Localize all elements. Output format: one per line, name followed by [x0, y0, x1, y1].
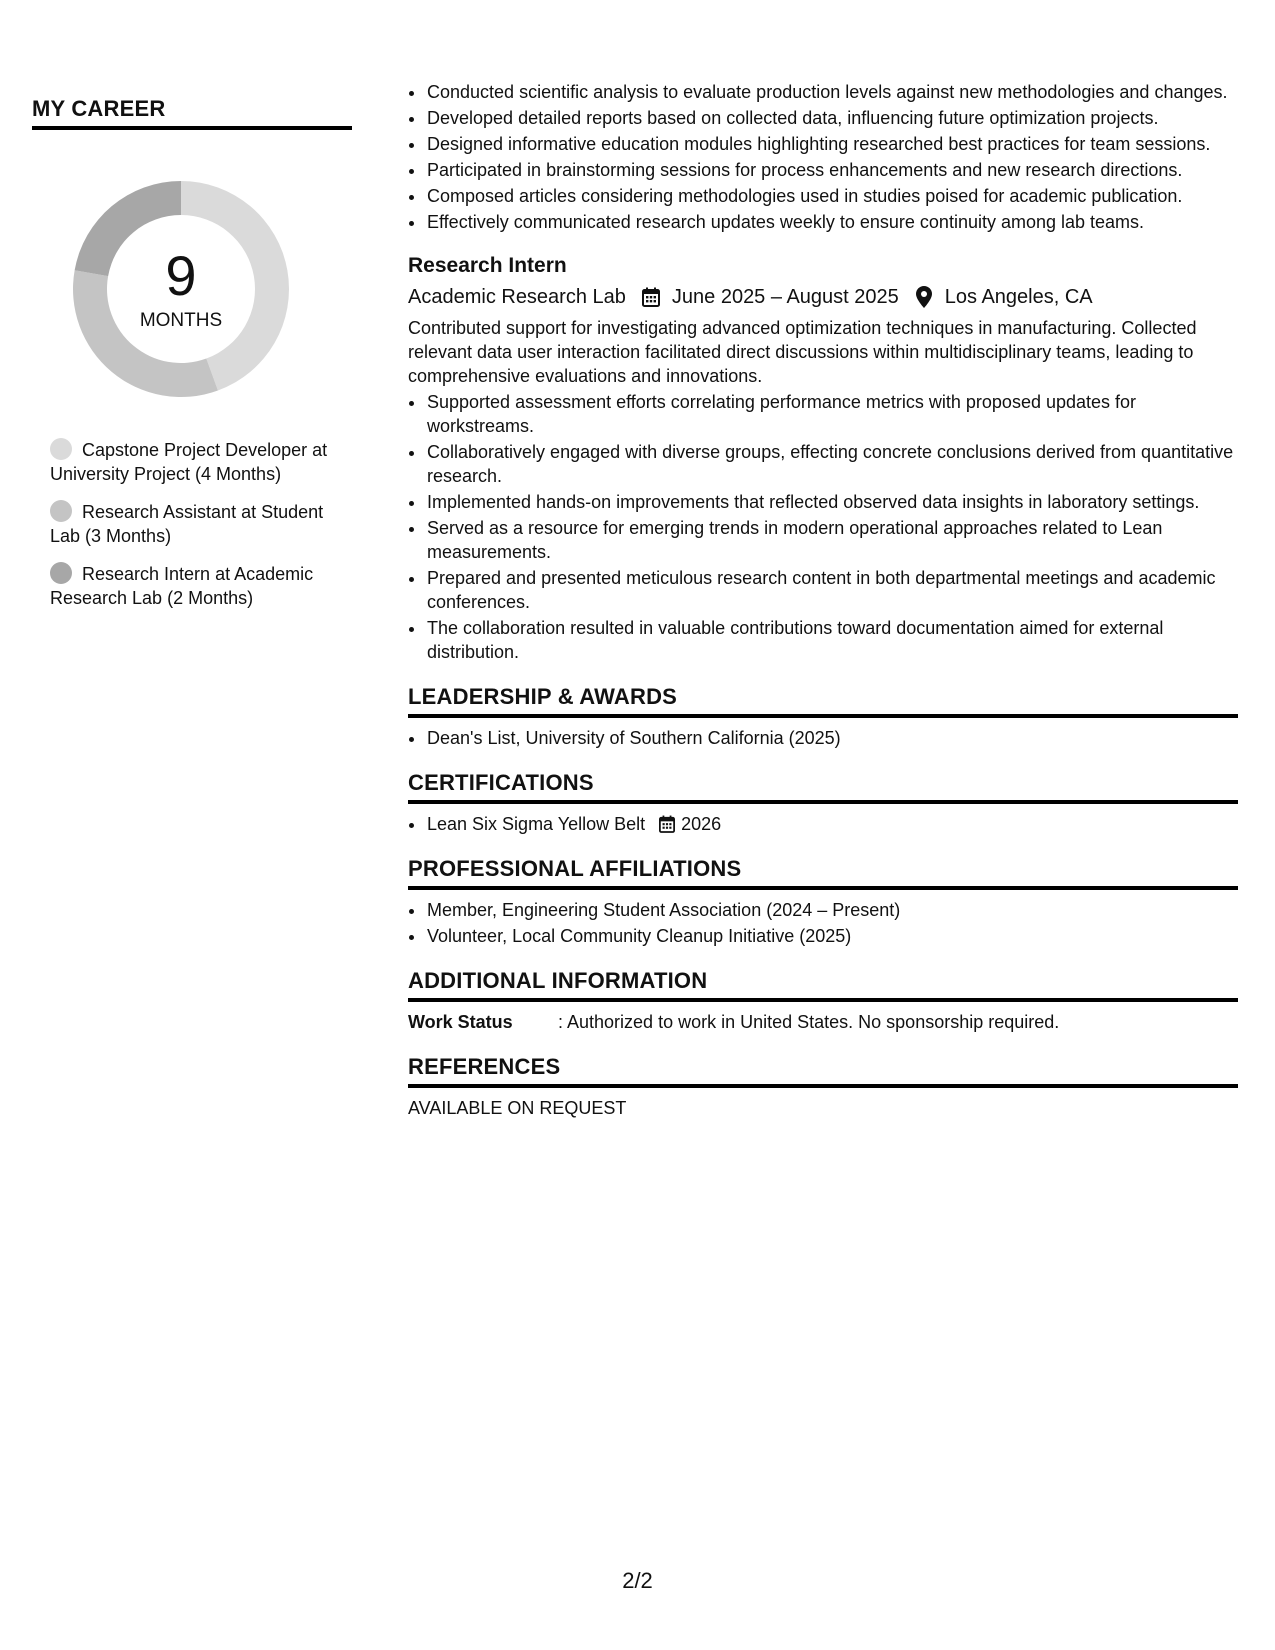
list-item: • Effectively communicated research updates weekly to ensure continuity among lab teams.	[426, 210, 1238, 234]
list-item: • Conducted scientific analysis to evaluate production levels against new methodologies and changes.	[426, 80, 1238, 104]
list-item: • Volunteer, Local Community Cleanup Initiative (2025)	[426, 924, 1238, 948]
additional-info-heading: ADDITIONAL INFORMATION	[408, 968, 1238, 1002]
leadership-list	[408, 726, 1238, 750]
references-text: AVAILABLE ON REQUEST	[408, 1098, 627, 1118]
legend-item	[50, 438, 352, 486]
job-dates: June 2025 – August 2025	[671, 286, 899, 308]
legend-swatch	[50, 500, 72, 522]
list-item: • Implemented hands-on improvements that reflected observed data insights in laboratory settings.	[426, 490, 1238, 514]
career-legend	[50, 438, 352, 610]
job-location: Los Angeles, CA	[944, 286, 1093, 308]
list-item: • Served as a resource for emerging trends in modern operational approaches related to Lean measurements.	[426, 516, 1238, 564]
job-bullets	[408, 390, 1238, 664]
job-title: Research Intern	[408, 254, 567, 277]
total-months-label: MONTHS	[139, 310, 223, 331]
list-item: • Designed informative education modules highlighting researched best practices for team sessions.	[426, 132, 1238, 156]
legend-swatch	[50, 438, 72, 460]
work-status-row	[408, 1010, 1238, 1034]
legend-label: Research Intern at Academic Research Lab (2 Months)	[50, 564, 314, 608]
legend-item	[50, 500, 352, 548]
calendar-icon	[640, 286, 662, 308]
page-number: 2/2	[622, 1568, 653, 1593]
certification-line	[427, 812, 721, 836]
legend-label: Capstone Project Developer at University Project (4 Months)	[50, 440, 328, 484]
work-status-value: : Authorized to work in United States. No sponsorship required.	[558, 1012, 1060, 1032]
work-status-label: Work Status	[408, 1012, 513, 1032]
career-heading: MY CAREER	[32, 96, 352, 130]
legend-swatch	[50, 562, 72, 584]
certifications-list	[408, 812, 1238, 836]
list-item: • Collaboratively engaged with diverse groups, effecting concrete conclusions derived from quantitative research.	[426, 440, 1238, 488]
legend-item	[50, 562, 352, 610]
total-months-number: 9	[165, 244, 197, 307]
list-item: • Developed detailed reports based on collected data, influencing future optimization projects.	[426, 106, 1238, 130]
map-pin-icon	[913, 286, 935, 308]
donut-center	[66, 174, 296, 404]
job-meta	[408, 282, 1238, 312]
main-content	[408, 80, 1238, 1120]
list-item: • Member, Engineering Student Association (2024 – Present)	[426, 898, 1238, 922]
list-item: • Composed articles considering methodologies used in studies poised for academic publication.	[426, 184, 1238, 208]
list-item: • Prepared and presented meticulous research content in both departmental meetings and academic conferences.	[426, 566, 1238, 614]
list-item: • Dean's List, University of Southern California (2025)	[426, 726, 1238, 750]
list-item: • The collaboration resulted in valuable contributions toward documentation aimed for external distribution.	[426, 616, 1238, 664]
career-donut-chart	[66, 174, 296, 404]
certifications-heading: CERTIFICATIONS	[408, 770, 1238, 804]
job-description: Contributed support for investigating advanced optimization techniques in manufacturing. Collected relevant data user interaction facilitated direct discussions within multidisciplinary teams, leading to comprehensive evaluations and innovations.	[408, 318, 1197, 386]
references-heading: REFERENCES	[408, 1054, 1238, 1088]
affiliations-list	[408, 898, 1238, 948]
calendar-icon	[659, 815, 677, 833]
certification-year: 2026	[681, 814, 722, 834]
list-item	[426, 812, 1238, 836]
list-item: • Supported assessment efforts correlating performance metrics with proposed updates for workstreams.	[426, 390, 1238, 438]
previous-job-bullets	[408, 80, 1238, 234]
affiliations-heading: PROFESSIONAL AFFILIATIONS	[408, 856, 1238, 890]
leadership-heading: LEADERSHIP & AWARDS	[408, 684, 1238, 718]
legend-label: Research Assistant at Student Lab (3 Months)	[50, 502, 324, 546]
list-item: • Participated in brainstorming sessions for process enhancements and new research directions.	[426, 158, 1238, 182]
job-company: Academic Research Lab	[408, 286, 626, 308]
certification-name: • Lean Six Sigma Yellow Belt	[427, 814, 646, 834]
career-sidebar	[32, 96, 352, 624]
